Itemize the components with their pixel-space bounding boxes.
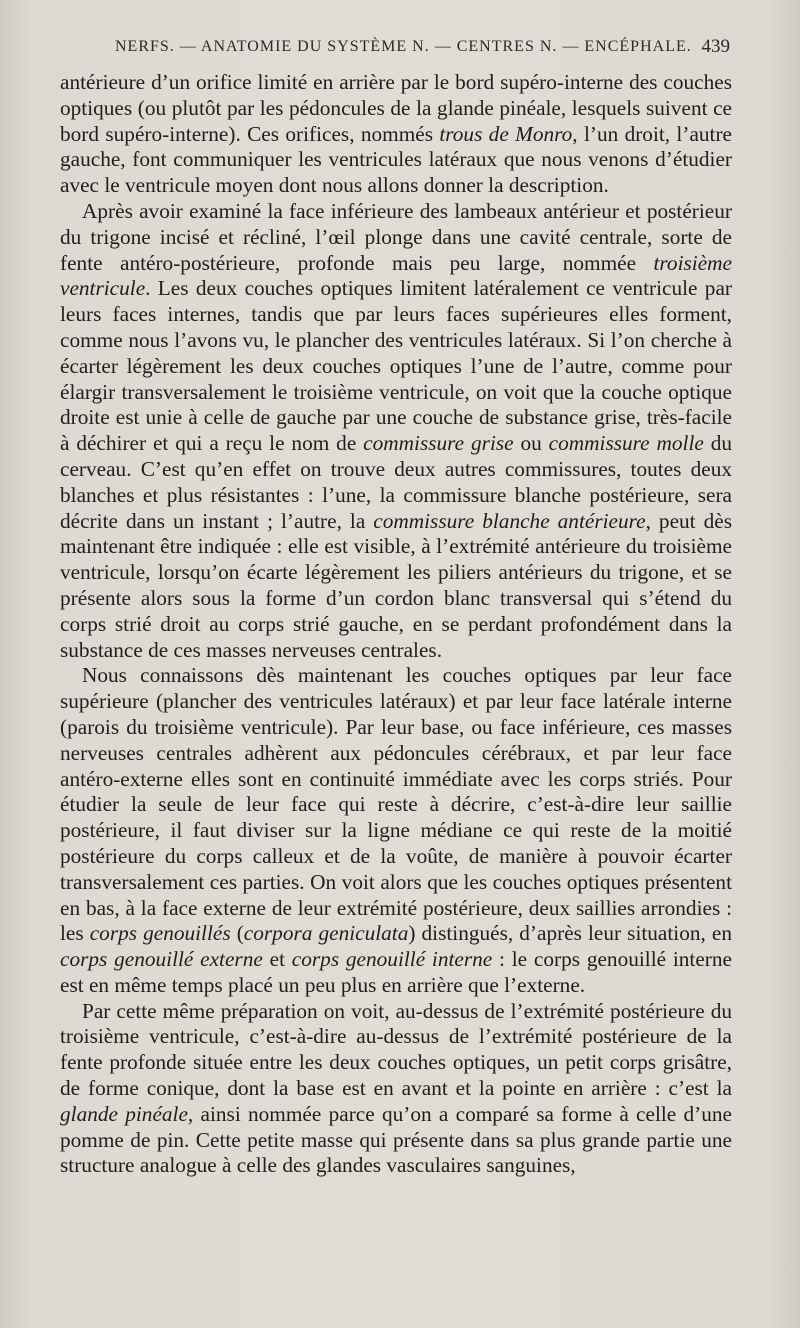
paragraph [60,999,732,1180]
text-run: ( [230,921,244,946]
text-run: antérieure d’un orifice limité en arrière par le bord supéro-interne des couches optiques (ou plutôt par les pédoncules de la glande pinéale, lesquels suivent ce bord supéro-interne). Ces orifices, nommés [60,70,732,146]
italic-term: corps genouillés [89,921,231,946]
text-run: , peut dès maintenant être indiquée : elle est visible, à l’extrémité antérieure du troisième ventricule, lorsqu’on écarte légèrement les piliers antérieurs du trigone, et se présente alors sous la forme d’un cordon blanc transversal qui s’étend du corps strié droit au corps strié gauche, en se perdant profondément dans la substance de ces masses nerveuses centrales. [60,508,732,662]
text-run: du cerveau. C’est qu’en effet on trouve deux autres commissures, toutes deux blanches et plus résistantes : l’une, la commissure blanche postérieure, sera décrite dans un instant ; l’autre, la [60,431,733,533]
text-run: , l’un droit, l’autre gauche, font communiquer les ventricules latéraux que nous venons d’étudier avec le ventricule moyen dont nous allons donner la description. [60,121,733,198]
running-head-title: NERFS. — ANATOMIE DU SYSTÈME N. — CENTRES N. — ENCÉPHALE. [115,38,692,55]
text-run: Après avoir examiné la face inférieure des lambeaux antérieur et postérieur du trigone incisé et récliné, l’œil plonge dans une cavité centrale, sorte de fente antéro-postérieure, profonde mais peu large, nommée [60,198,732,275]
text-run: ) distingués, d’après leur situation, en [408,921,732,946]
italic-term: troisième ventricule [60,250,732,301]
text-run: et [262,947,292,972]
running-head [115,36,730,62]
text-run: Par cette même préparation on voit, au-dessus de l’extrémité postérieure du troisième ventricule, c’est-à-dire au-dessus de l’extrémité postérieure de la fente profonde située entre les deux couches optiques, un petit corps grisâtre, de forme conique, dont la base est en avant et la pointe en arrière : c’est la [60,998,732,1101]
page-number: 439 [701,36,730,57]
italic-term: corps genouillé externe [60,947,263,972]
body-text [60,70,732,1179]
text-run: ou [513,431,549,456]
paragraph [60,70,732,199]
text-run: Nous connaissons dès maintenant les couches optiques par leur face supérieure (plancher des ventricules latéraux) et par leur face latérale interne (parois du troisième ventricule). Par leur base, ou face inférieure, ces masses nerveuses centrales adhèrent aux pédoncules cérébraux, et par leur face antéro-externe elles sont en continuité immédiate avec les corps striés. Pour étudier la seule de leur face qui reste à décrire, c’est-à-dire leur saillie postérieure, il faut diviser sur la ligne médiane ce qui reste de la moitié postérieure du corps calleux et de la voûte, de manière à pouvoir écarter transversalement ces parties. On voit alors que les couches optiques présentent en bas, à la face externe de leur extrémité postérieure, deux saillies arrondies : les [60,663,732,946]
italic-term: trous de Monro [439,121,573,146]
text-run: . Les deux couches optiques limitent latéralement ce ventricule par leurs faces internes, tandis que par leurs faces supérieures elles forment, comme nous l’avons vu, le plancher des ventricules latéraux. Si l’on cherche à écarter légèrement les deux couches optiques l’une de l’autre, comme pour élargir transversalement le troisième ventricule, on voit que la couche optique droite est unie à celle de gauche par une couche de substance grise, très-facile à déchirer et qui a reçu le nom de [60,276,732,456]
italic-term: corps genouillé interne [291,947,493,972]
italic-term: corpora geniculata [243,921,409,946]
italic-term: commissure molle [548,431,704,456]
text-run: : le corps genouillé interne est en même temps placé un peu plus en arrière que l’externe. [60,947,732,997]
text-run: , ainsi nommée parce qu’on a comparé sa forme à celle d’une pomme de pin. Cette petite masse qui présente dans sa plus grande partie une structure analogue à celle des glandes vasculaires sanguines, [60,1101,732,1178]
italic-term: glande pinéale [60,1101,188,1126]
paragraph [60,663,732,998]
paragraph [60,199,732,663]
italic-term: commissure blanche antérieure [373,508,646,533]
italic-term: commissure grise [363,431,514,456]
